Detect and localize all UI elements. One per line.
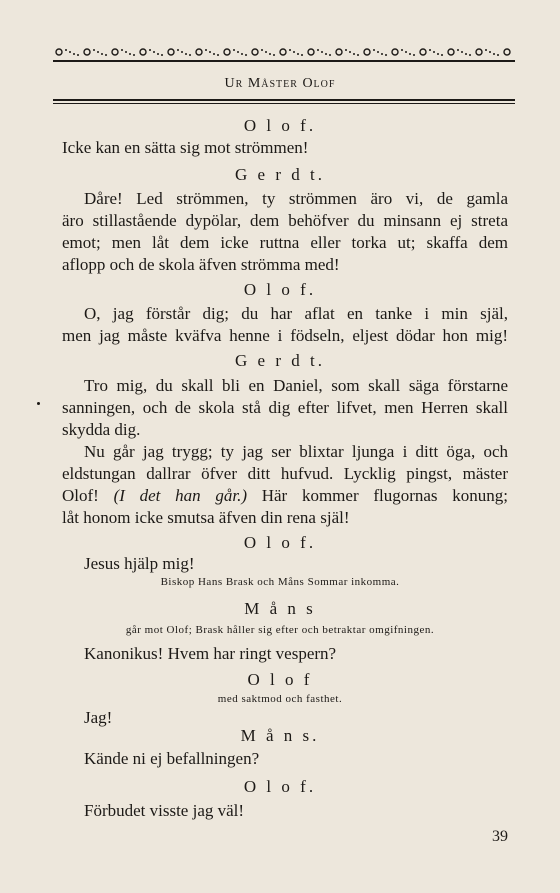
dialogue-line: Nu går jag trygg; ty jag ser blixtar ljunga i ditt öga, och bbox=[84, 442, 508, 461]
dialogue-line: låt honom icke smutsa äfven din rena själ! bbox=[62, 508, 350, 527]
stage-direction: Biskop Hans Brask och Måns Sommar inkomma. bbox=[160, 576, 400, 588]
dialogue-line: Kanonikus! Hvem har ringt vespern? bbox=[84, 644, 337, 663]
stage-direction: går mot Olof; Brask håller sig efter och betraktar omgifningen. bbox=[125, 624, 435, 636]
dialogue-fragment: Här kommer flugornas konung; bbox=[261, 486, 508, 505]
dialogue-line: Dåre! Led strömmen, ty strömmen äro vi, de gamla bbox=[84, 189, 508, 208]
dialogue-fragment: Olof! bbox=[62, 486, 99, 505]
speaker-gerdt: G e r d t. bbox=[235, 165, 325, 184]
page-number: 39 bbox=[492, 828, 508, 845]
dialogue-line: sanningen, och de skola stå dig efter lifvet, men Herren skall bbox=[62, 398, 508, 417]
header-rule-thin bbox=[53, 103, 515, 104]
dialogue-line: eldstungan dallrar öfver ditt hufvud. Lycklig pingst, mäster bbox=[62, 464, 508, 483]
speaker-olof: O l o f bbox=[247, 670, 313, 689]
margin-mark bbox=[37, 402, 40, 405]
dialogue-line: Kände ni ej befallningen? bbox=[84, 749, 260, 768]
dialogue-line: Förbudet visste jag väl! bbox=[84, 801, 245, 820]
dialogue-line-with-stage-direction bbox=[62, 485, 508, 507]
speaker-olof: O l o f. bbox=[243, 280, 317, 299]
running-head: Ur Måster Olof bbox=[224, 76, 336, 91]
ornamental-border bbox=[53, 44, 515, 66]
dialogue-line: men jag måste kväfva henne i födseln, eljest dödar hon mig! bbox=[62, 326, 508, 345]
speaker-gerdt: G e r d t. bbox=[235, 351, 325, 370]
dialogue-line: emot; men låt dem icke ruttna eller torka ut; skaffa dem bbox=[62, 233, 508, 252]
dialogue-line: Jag! bbox=[84, 708, 113, 727]
dialogue-line: Icke kan en sätta sig mot strömmen! bbox=[62, 138, 309, 157]
speaker-olof: O l o f. bbox=[243, 777, 317, 796]
dialogue-line: O, jag förstår dig; du har aflat en tanke i min själ, bbox=[84, 304, 508, 323]
speaker-olof: O l o f. bbox=[243, 533, 317, 552]
speaker-mans: M å n s. bbox=[240, 726, 320, 745]
stage-direction: med saktmod och fasthet. bbox=[217, 693, 343, 705]
header-rule-thick bbox=[53, 99, 515, 101]
speaker-olof: O l o f. bbox=[243, 116, 317, 135]
dialogue-line: Tro mig, du skall bli en Daniel, som skall säga förstarne bbox=[84, 376, 508, 395]
dialogue-line: Jesus hjälp mig! bbox=[84, 554, 195, 573]
speaker-mans: M å n s bbox=[244, 599, 316, 618]
dialogue-line: skydda dig. bbox=[62, 420, 141, 439]
dialogue-line: äro stillastående dypölar, dem behöfver du minsann ej streta bbox=[62, 211, 508, 230]
dialogue-line: aflopp och de skola äfven strömma med! bbox=[62, 255, 340, 274]
stage-direction-inline: (I det han går.) bbox=[113, 486, 247, 505]
